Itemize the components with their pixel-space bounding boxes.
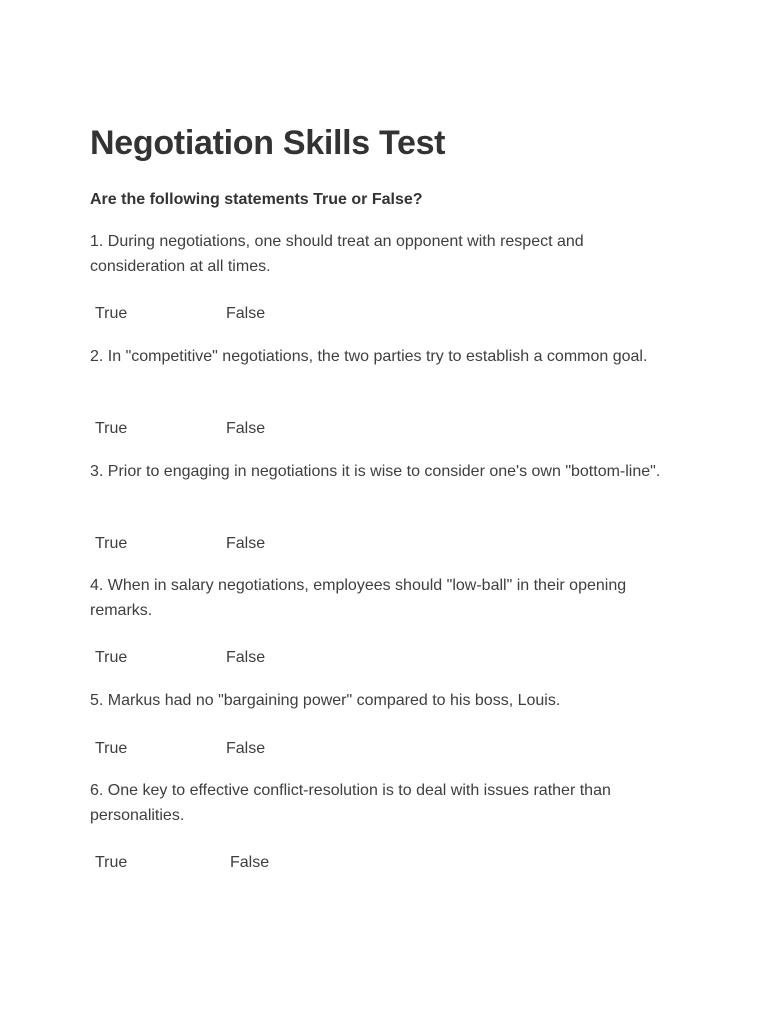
page-title: Negotiation Skills Test (90, 124, 446, 162)
question-4-text: 4. When in salary negotiations, employees should "low-ball" in their opening remarks. (90, 577, 627, 619)
question-1-answer-options (95, 305, 395, 325)
question-2-text: 2. In "competitive" negotiations, the two parties try to establish a common goal. (90, 348, 648, 365)
question-5-answer-options (95, 740, 395, 760)
question-3-false-option[interactable]: False (226, 535, 266, 552)
question-5-true-option[interactable]: True (95, 740, 128, 757)
question-2-false-option[interactable]: False (226, 420, 266, 437)
question-2-answer-options (95, 420, 395, 440)
question-5-text: 5. Markus had no "bargaining power" compared to his boss, Louis. (90, 692, 561, 709)
question-1-false-option[interactable]: False (226, 305, 266, 322)
question-3-true-option[interactable]: True (95, 535, 128, 552)
question-4-answer-options (95, 649, 395, 669)
question-6-false-option[interactable]: False (230, 854, 270, 871)
question-1-true-option[interactable]: True (95, 305, 128, 322)
question-2-true-option[interactable]: True (95, 420, 128, 437)
question-3-answer-options (95, 535, 395, 555)
question-6-true-option[interactable]: True (95, 854, 128, 871)
question-6-text: 6. One key to effective conflict-resolution is to deal with issues rather than personalities. (90, 782, 611, 824)
instructions-text: Are the following statements True or False? (90, 191, 423, 208)
question-4-true-option[interactable]: True (95, 649, 128, 666)
question-4-false-option[interactable]: False (226, 649, 266, 666)
question-1-text: 1. During negotiations, one should treat an opponent with respect and consideration at all times. (90, 233, 584, 275)
question-5-false-option[interactable]: False (226, 740, 266, 757)
question-6-answer-options (95, 854, 395, 874)
question-3-text: 3. Prior to engaging in negotiations it is wise to consider one's own "bottom-line". (90, 463, 661, 480)
